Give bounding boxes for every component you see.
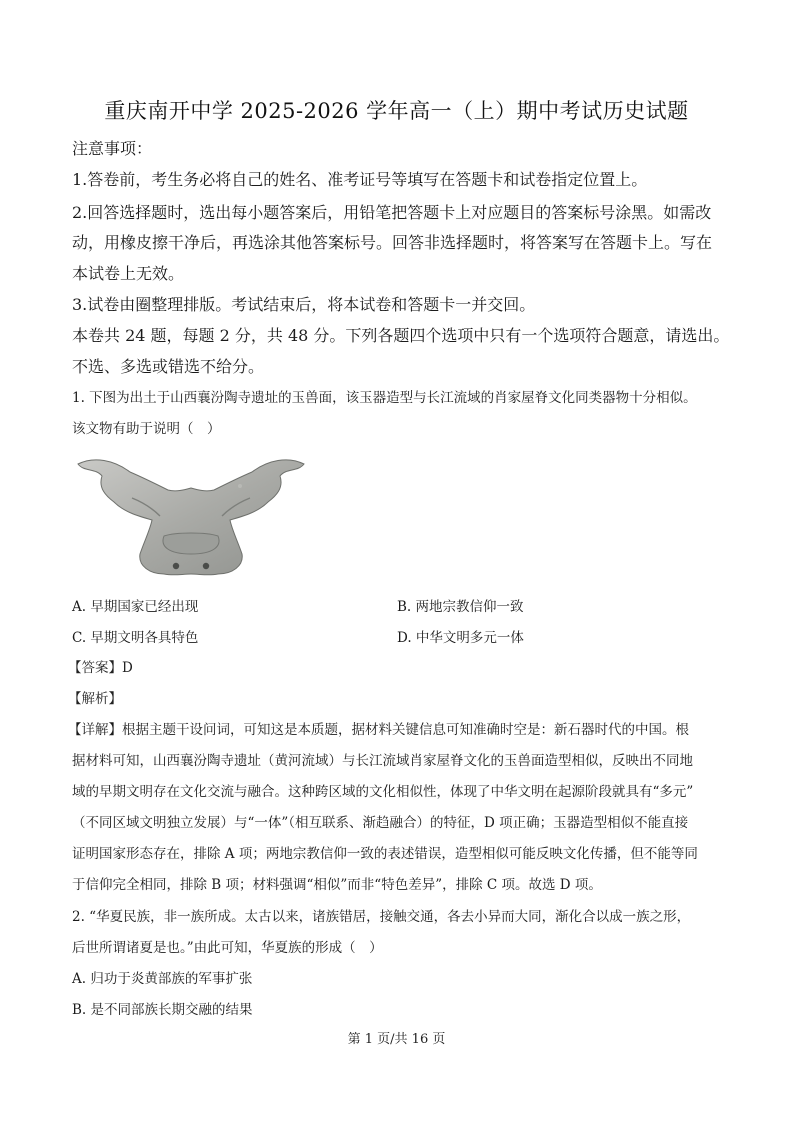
q2-option-a: A. 归功于炎黄部族的军事扩张 <box>72 971 253 987</box>
q1-answer-label: 【答案】D <box>68 660 133 676</box>
page-title: 重庆南开中学 2025-2026 学年高一（上）期中考试历史试题 <box>104 99 689 123</box>
q1-option-c: C. 早期文明各具特色 <box>72 630 199 646</box>
q2-stem-line-2: 后世所谓诸夏是也。”由此可知，华夏族的形成（ ） <box>72 940 383 956</box>
q1-option-d: D. 中华文明多元一体 <box>397 630 524 646</box>
q1-detail-line-3: 域的早期文明存在文化交流与融合。这种跨区域的文化相似性，体现了中华文明在起源阶段就具有“多元” <box>72 784 694 800</box>
q2-stem-line-1: 2. “华夏民族，非一族所成。太古以来，诸族错居，接触交通，各去小异而大同，渐化合以成一族之形， <box>72 909 691 925</box>
q1-stem-line-1: 1. 下图为出土于山西襄汾陶寺遗址的玉兽面，该玉器造型与长江流域的肖家屋脊文化同类器物十分相似。 <box>72 390 697 406</box>
notice-item-2-line-1: 2.回答选择题时，选出每小题答案后，用铅笔把答题卡上对应题目的答案标号涂黑。如需改 <box>72 203 712 222</box>
notice-item-2-line-2: 动，用橡皮擦干净后，再选涂其他答案标号。回答非选择题时，将答案写在答题卡上。写在 <box>72 233 713 252</box>
q1-detail-line-5: 证明国家形态存在，排除 A 项；两地宗教信仰一致的表述错误，造型相似可能反映文化传播，但不能等同 <box>72 846 698 862</box>
notice-heading: 注意事项： <box>72 139 153 158</box>
q1-stem-line-2: 该文物有助于说明（ ） <box>72 421 221 437</box>
q2-option-b: B. 是不同部族长期交融的结果 <box>72 1002 253 1018</box>
notice-item-2-line-3: 本试卷上无效。 <box>72 264 185 283</box>
q1-option-b: B. 两地宗教信仰一致 <box>397 599 524 615</box>
notice-item-3: 3.试卷由圈整理排版。考试结束后，将本试卷和答题卡一并交回。 <box>72 295 536 314</box>
scoring-line-2: 不选、多选或错选不给分。 <box>72 357 265 376</box>
scoring-line-1: 本卷共 24 题，每题 2 分，共 48 分。下列各题四个选项中只有一个选项符合题意，请选出。 <box>72 326 730 345</box>
q1-detail-line-2: 据材料可知，山西襄汾陶寺遗址（黄河流域）与长江流域肖家屋脊文化的玉兽面造型相似，反映出不同地 <box>72 753 693 769</box>
q1-detail-line-4: （不同区域文明独立发展）与“一体”（相互联系、渐趋融合）的特征，D 项正确；玉器造型相似不能直接 <box>72 815 689 831</box>
q1-analysis-label: 【解析】 <box>68 691 122 707</box>
notice-item-1: 1.答卷前，考生务必将自己的姓名、准考证号等填写在答题卡和试卷指定位置上。 <box>72 170 648 189</box>
page-footer: 第 1 页/共 16 页 <box>347 1032 446 1047</box>
q1-option-a: A. 早期国家已经出现 <box>72 599 199 615</box>
q1-detail-line-1: 【详解】根据主题干设问词，可知这是本质题，据材料关键信息可知准确时空是：新石器时代的中国。根 <box>68 722 689 738</box>
jade-beast-mask-icon <box>72 450 310 582</box>
q1-detail-line-6: 于信仰完全相同，排除 B 项；材料强调“相似”而非“特色差异”，排除 C 项。故选 D 项。 <box>72 877 602 893</box>
